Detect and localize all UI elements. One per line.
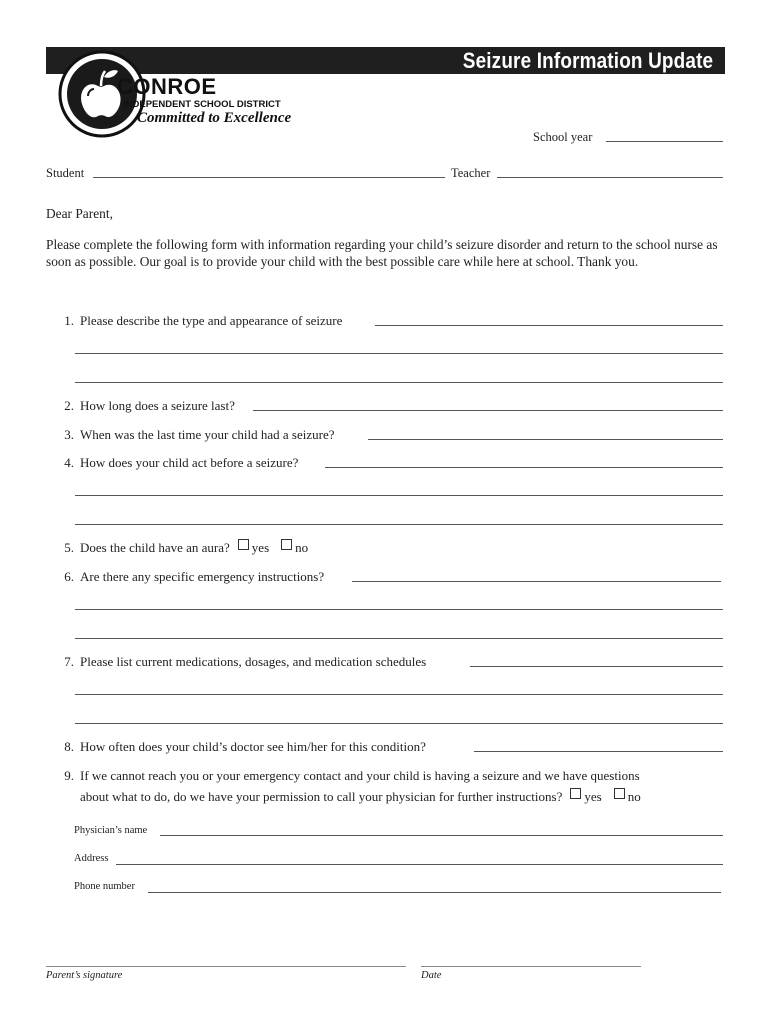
question-8 — [46, 738, 426, 755]
question-number: 4. — [64, 455, 74, 470]
question-9-line-2 — [80, 788, 641, 805]
no-label: no — [627, 789, 641, 804]
yes-label: yes — [251, 540, 270, 555]
parent-signature-field[interactable] — [46, 966, 406, 967]
question-9 — [46, 767, 640, 784]
logo-motto: Committed to Excellence — [137, 110, 292, 126]
answer-line[interactable] — [75, 723, 723, 724]
student-field[interactable] — [93, 177, 445, 178]
question-number: 3. — [64, 427, 74, 442]
question-6 — [46, 568, 324, 585]
question-number: 5. — [64, 540, 74, 555]
intro-paragraph: Please complete the following form with information regarding your child’s seizure disorder and return to the school nurse as soon as possible. Our goal is to provide your child with the best possible care while here at school. Thank you. — [46, 237, 718, 269]
address-label: Address — [74, 853, 109, 864]
answer-line[interactable] — [75, 524, 723, 525]
date-label: Date — [421, 970, 442, 981]
answer-line[interactable] — [352, 581, 721, 582]
question-text: Are there any specific emergency instructions? — [80, 569, 325, 584]
question-number: 8. — [64, 739, 74, 754]
question-7 — [46, 653, 426, 670]
yes-checkbox[interactable] — [570, 788, 581, 799]
title-banner — [46, 47, 725, 74]
answer-line[interactable] — [75, 609, 723, 610]
question-2 — [46, 397, 235, 414]
question-5 — [46, 539, 308, 556]
question-3 — [46, 426, 335, 443]
physician-name-field[interactable] — [160, 835, 723, 836]
question-4 — [46, 454, 298, 471]
phone-number-field[interactable] — [148, 892, 721, 893]
yes-checkbox[interactable] — [238, 539, 249, 550]
phone-number-label: Phone number — [74, 881, 135, 892]
answer-line[interactable] — [474, 751, 723, 752]
answer-line[interactable] — [470, 666, 723, 667]
parent-signature-label: Parent’s signature — [46, 970, 123, 981]
question-text: When was the last time your child had a seizure? — [80, 427, 335, 442]
answer-line[interactable] — [75, 382, 723, 383]
answer-line[interactable] — [375, 325, 723, 326]
answer-line[interactable] — [368, 439, 723, 440]
student-label: Student — [46, 166, 85, 180]
question-text: How long does a seizure last? — [80, 398, 235, 413]
form-title: Seizure Information Update — [462, 48, 713, 73]
question-text-line-1: If we cannot reach you or your emergency contact and your child is having a seizure and we have questions — [80, 768, 640, 783]
question-text: Please list current medications, dosages, and medication schedules — [80, 654, 427, 669]
question-text-line-2: about what to do, do we have your permission to call your physician for further instructions? — [80, 789, 563, 804]
answer-line[interactable] — [325, 467, 723, 468]
logo-name: CONROE — [117, 74, 217, 99]
physician-name-label: Physician’s name — [74, 825, 148, 836]
question-text: How often does your child’s doctor see him/her for this condition? — [80, 739, 426, 754]
question-number: 6. — [64, 569, 74, 584]
address-field[interactable] — [116, 864, 723, 865]
answer-line[interactable] — [75, 638, 723, 639]
school-year-label: School year — [533, 130, 593, 144]
teacher-label: Teacher — [451, 166, 491, 180]
no-checkbox[interactable] — [614, 788, 625, 799]
yes-label: yes — [584, 789, 602, 804]
question-number: 9. — [64, 768, 74, 783]
question-text: How does your child act before a seizure? — [80, 455, 299, 470]
question-1 — [46, 312, 342, 329]
no-label: no — [295, 540, 309, 555]
no-checkbox[interactable] — [281, 539, 292, 550]
question-text: Please describe the type and appearance of seizure — [80, 313, 343, 328]
answer-line[interactable] — [75, 353, 723, 354]
logo-district: INDEPENDENT SCHOOL DISTRICT — [123, 99, 281, 110]
date-field[interactable] — [421, 966, 641, 967]
question-number: 1. — [64, 313, 74, 328]
answer-line[interactable] — [75, 694, 723, 695]
greeting: Dear Parent, — [46, 206, 113, 221]
school-year-field[interactable] — [606, 141, 723, 142]
question-number: 7. — [64, 654, 74, 669]
answer-line[interactable] — [253, 410, 723, 411]
question-text: Does the child have an aura? — [80, 540, 230, 555]
teacher-field[interactable] — [497, 177, 723, 178]
question-number: 2. — [64, 398, 74, 413]
answer-line[interactable] — [75, 495, 723, 496]
